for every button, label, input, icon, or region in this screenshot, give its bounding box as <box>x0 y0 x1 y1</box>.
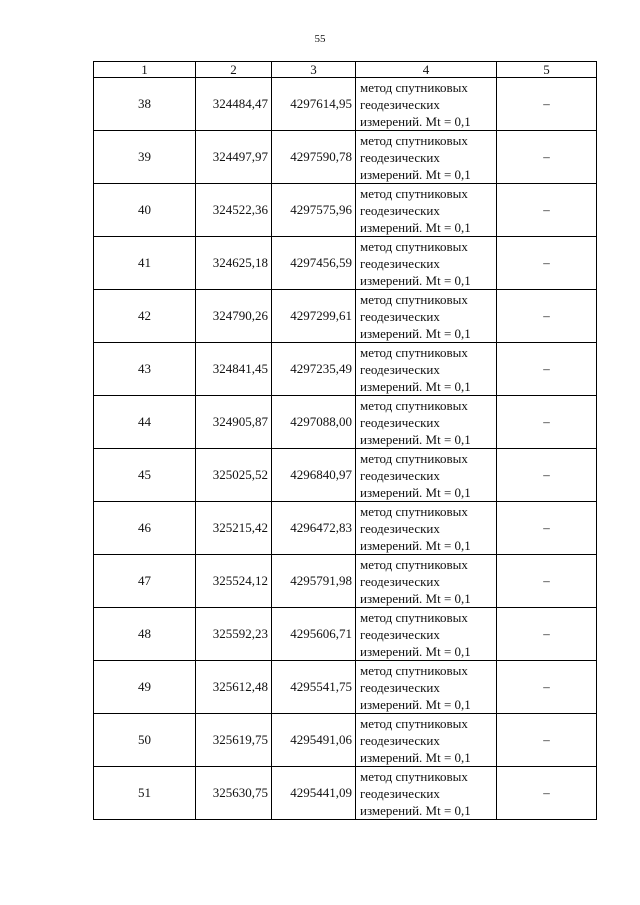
page-number: 55 <box>314 33 326 45</box>
method-line: геодезических <box>360 308 440 324</box>
method-cell <box>356 131 497 184</box>
note-cell: – <box>497 396 597 449</box>
coordinate-y-cell: 4297088,00 <box>272 396 356 449</box>
note-cell: – <box>497 237 597 290</box>
method-cell <box>356 237 497 290</box>
coordinate-y-cell: 4297575,96 <box>272 184 356 237</box>
method-cell <box>356 661 497 714</box>
method-line: метод спутниковых <box>360 662 468 678</box>
table-row <box>94 449 597 502</box>
method-line: измерений. Mt = 0,1 <box>360 272 471 288</box>
table-row <box>94 608 597 661</box>
table-row <box>94 290 597 343</box>
coordinate-x-cell: 324625,18 <box>196 237 272 290</box>
method-line: геодезических <box>360 732 440 748</box>
table-row <box>94 131 597 184</box>
method-line: метод спутниковых <box>360 397 468 413</box>
header-col-4: 4 <box>356 62 497 78</box>
note-cell: – <box>497 78 597 131</box>
point-number-cell: 40 <box>94 184 196 237</box>
method-cell <box>356 555 497 608</box>
coordinate-x-cell: 324484,47 <box>196 78 272 131</box>
table-row <box>94 343 597 396</box>
note-cell: – <box>497 290 597 343</box>
coordinates-table <box>93 61 597 820</box>
method-cell <box>356 714 497 767</box>
coordinate-y-cell: 4297456,59 <box>272 237 356 290</box>
coordinate-x-cell: 324905,87 <box>196 396 272 449</box>
note-cell: – <box>497 131 597 184</box>
method-line: геодезических <box>360 467 440 483</box>
point-number-cell: 48 <box>94 608 196 661</box>
method-line: геодезических <box>360 149 440 165</box>
coordinate-y-cell: 4297614,95 <box>272 78 356 131</box>
coordinate-y-cell: 4295541,75 <box>272 661 356 714</box>
method-line: измерений. Mt = 0,1 <box>360 643 471 659</box>
header-col-5: 5 <box>497 62 597 78</box>
table-row <box>94 555 597 608</box>
coordinate-y-cell: 4295791,98 <box>272 555 356 608</box>
note-cell: – <box>497 608 597 661</box>
coordinate-x-cell: 324497,97 <box>196 131 272 184</box>
table-row <box>94 396 597 449</box>
method-cell <box>356 767 497 820</box>
table-row <box>94 714 597 767</box>
coordinate-x-cell: 325592,23 <box>196 608 272 661</box>
coordinate-y-cell: 4297590,78 <box>272 131 356 184</box>
table-row <box>94 184 597 237</box>
method-line: геодезических <box>360 361 440 377</box>
note-cell: – <box>497 502 597 555</box>
method-cell <box>356 502 497 555</box>
method-line: измерений. Mt = 0,1 <box>360 431 471 447</box>
coordinate-x-cell: 324790,26 <box>196 290 272 343</box>
point-number-cell: 51 <box>94 767 196 820</box>
coordinate-y-cell: 4296472,83 <box>272 502 356 555</box>
note-cell: – <box>497 343 597 396</box>
table-row <box>94 78 597 131</box>
note-cell: – <box>497 555 597 608</box>
method-line: метод спутниковых <box>360 185 468 201</box>
method-line: метод спутниковых <box>360 132 468 148</box>
note-cell: – <box>497 661 597 714</box>
coordinate-x-cell: 325524,12 <box>196 555 272 608</box>
header-col-3: 3 <box>272 62 356 78</box>
method-line: метод спутниковых <box>360 768 468 784</box>
table-row <box>94 237 597 290</box>
note-cell: – <box>497 449 597 502</box>
header-col-2: 2 <box>196 62 272 78</box>
method-line: измерений. Mt = 0,1 <box>360 219 471 235</box>
method-line: метод спутниковых <box>360 344 468 360</box>
method-line: измерений. Mt = 0,1 <box>360 325 471 341</box>
coordinate-x-cell: 324522,36 <box>196 184 272 237</box>
coordinate-x-cell: 325630,75 <box>196 767 272 820</box>
method-line: геодезических <box>360 679 440 695</box>
method-line: измерений. Mt = 0,1 <box>360 696 471 712</box>
method-line: метод спутниковых <box>360 450 468 466</box>
point-number-cell: 47 <box>94 555 196 608</box>
method-line: метод спутниковых <box>360 715 468 731</box>
method-line: измерений. Mt = 0,1 <box>360 484 471 500</box>
point-number-cell: 44 <box>94 396 196 449</box>
method-line: геодезических <box>360 414 440 430</box>
method-cell <box>356 449 497 502</box>
point-number-cell: 43 <box>94 343 196 396</box>
method-cell <box>356 343 497 396</box>
point-number-cell: 45 <box>94 449 196 502</box>
point-number-cell: 38 <box>94 78 196 131</box>
header-col-1: 1 <box>94 62 196 78</box>
method-line: измерений. Mt = 0,1 <box>360 749 471 765</box>
coordinate-y-cell: 4297235,49 <box>272 343 356 396</box>
coordinate-x-cell: 324841,45 <box>196 343 272 396</box>
method-line: метод спутниковых <box>360 291 468 307</box>
coordinate-x-cell: 325619,75 <box>196 714 272 767</box>
method-line: геодезических <box>360 202 440 218</box>
method-line: геодезических <box>360 626 440 642</box>
method-line: метод спутниковых <box>360 503 468 519</box>
method-line: измерений. Mt = 0,1 <box>360 378 471 394</box>
method-line: метод спутниковых <box>360 238 468 254</box>
method-line: геодезических <box>360 255 440 271</box>
table-row <box>94 661 597 714</box>
coordinate-y-cell: 4295606,71 <box>272 608 356 661</box>
table-header-row <box>94 62 597 78</box>
method-cell <box>356 608 497 661</box>
method-line: измерений. Mt = 0,1 <box>360 802 471 818</box>
table-row <box>94 502 597 555</box>
point-number-cell: 41 <box>94 237 196 290</box>
note-cell: – <box>497 767 597 820</box>
method-line: измерений. Mt = 0,1 <box>360 590 471 606</box>
point-number-cell: 46 <box>94 502 196 555</box>
method-cell <box>356 290 497 343</box>
method-line: измерений. Mt = 0,1 <box>360 537 471 553</box>
point-number-cell: 50 <box>94 714 196 767</box>
note-cell: – <box>497 714 597 767</box>
coordinate-y-cell: 4295441,09 <box>272 767 356 820</box>
coordinate-y-cell: 4296840,97 <box>272 449 356 502</box>
coordinate-x-cell: 325612,48 <box>196 661 272 714</box>
table-row <box>94 767 597 820</box>
point-number-cell: 49 <box>94 661 196 714</box>
method-line: измерений. Mt = 0,1 <box>360 166 471 182</box>
note-cell: – <box>497 184 597 237</box>
method-line: метод спутниковых <box>360 79 468 95</box>
coordinate-y-cell: 4297299,61 <box>272 290 356 343</box>
point-number-cell: 42 <box>94 290 196 343</box>
method-line: геодезических <box>360 573 440 589</box>
coordinate-x-cell: 325215,42 <box>196 502 272 555</box>
point-number-cell: 39 <box>94 131 196 184</box>
method-line: геодезических <box>360 520 440 536</box>
method-line: метод спутниковых <box>360 556 468 572</box>
method-line: метод спутниковых <box>360 609 468 625</box>
method-line: геодезических <box>360 96 440 112</box>
method-line: геодезических <box>360 785 440 801</box>
table-body <box>94 78 597 820</box>
method-line: измерений. Mt = 0,1 <box>360 113 471 129</box>
coordinate-y-cell: 4295491,06 <box>272 714 356 767</box>
coordinate-x-cell: 325025,52 <box>196 449 272 502</box>
method-cell <box>356 78 497 131</box>
method-cell <box>356 184 497 237</box>
method-cell <box>356 396 497 449</box>
